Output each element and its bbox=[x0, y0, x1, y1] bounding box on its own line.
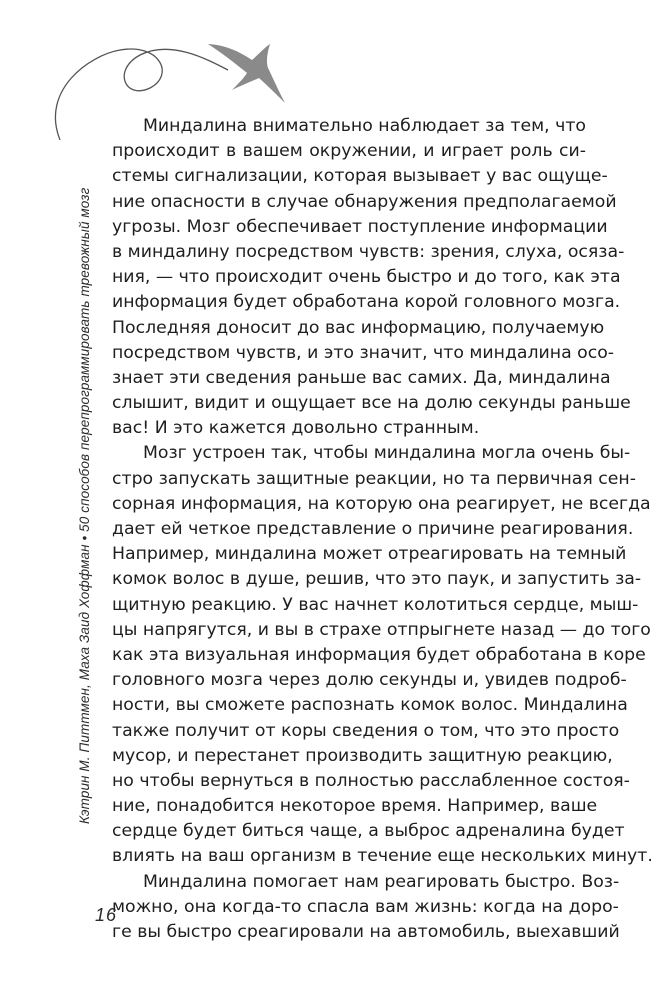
text-line: в миндалину посредством чувств: зрения, слуха, осяза- bbox=[112, 241, 625, 262]
text-line: ге вы быстро среагировали на автомобиль, выехавший bbox=[112, 922, 620, 942]
text-line: можно, она когда-то спасла вам жизнь: когда на доро- bbox=[112, 896, 619, 917]
text-line: мусор, и перестанет производить защитную реакцию, bbox=[112, 745, 613, 766]
text-line: посредством чувств, и это значит, что миндалина осо- bbox=[112, 342, 615, 363]
text-line: Мозг устроен так, чтобы миндалина могла очень бы- bbox=[143, 443, 631, 464]
paragraph bbox=[112, 441, 653, 869]
text-line: ности, вы сможете распознать комок волос. Миндалина bbox=[112, 695, 628, 716]
paragraph bbox=[112, 114, 631, 441]
text-line: информация будет обработана корой головного мозга. bbox=[112, 292, 621, 313]
text-line: как эта визуальная информация будет обработана в коре bbox=[112, 644, 646, 665]
text-line: влиять на ваш организм в течение еще нескольких минут. bbox=[112, 846, 653, 867]
text-line: ния, — что происходит очень быстро и до того, как эта bbox=[112, 267, 621, 288]
text-line: происходит в вашем окружении, и играет роль си- bbox=[112, 141, 586, 162]
text-line: вас! И это кажется довольно странным. bbox=[112, 418, 480, 439]
text-line: щитную реакцию. У вас начнет колотиться сердце, мыш- bbox=[112, 594, 639, 615]
text-line: знает эти сведения раньше вас самих. Да, миндалина bbox=[112, 367, 611, 388]
text-line: головного мозга через долю секунды и, увидев подроб- bbox=[112, 670, 627, 691]
text-line: дает ей четкое представление о причине реагирования. bbox=[112, 519, 634, 539]
text-line: слышит, видит и ощущает все на долю секунды раньше bbox=[112, 393, 631, 414]
page-number: 16 bbox=[95, 905, 118, 925]
text-line: цы напрягутся, и вы в страхе отпрыгнете назад — до того bbox=[112, 619, 651, 640]
text-line: сорная информация, на которую она реагирует, не всегда bbox=[112, 493, 651, 514]
text-line: угрозы. Мозг обеспечивает поступление информации bbox=[112, 216, 608, 237]
text-line: сердце будет биться чаще, а выброс адреналина будет bbox=[112, 821, 625, 842]
text-line: стемы сигнализации, которая вызывает у вас ощуще- bbox=[112, 166, 608, 187]
text-line: но чтобы вернуться в полностью расслабленное состоя- bbox=[112, 770, 630, 791]
text-line: Миндалина помогает нам реагировать быстро. Воз- bbox=[143, 871, 620, 892]
text-line: также получит от коры сведения о том, что это просто bbox=[112, 720, 620, 741]
text-line: ние, понадобится некоторое время. Например, ваше bbox=[112, 796, 598, 817]
side-running-head: Кэтрин М. Питтмен, Маха Заид Хоффман • 50 способов перепрограммировать тревожный мозг bbox=[77, 187, 92, 825]
text-line: Миндалина внимательно наблюдает за тем, что bbox=[143, 116, 586, 136]
bird-icon bbox=[208, 44, 285, 103]
text-line: Например, миндалина может отреагировать на темный bbox=[112, 544, 627, 565]
text-line: стро запускать защитные реакции, но та первичная сен- bbox=[112, 468, 636, 489]
text-line: Последняя доносит до вас информацию, получаемую bbox=[112, 317, 605, 338]
body-text bbox=[112, 114, 653, 945]
paragraph bbox=[112, 870, 620, 946]
text-line: комок волос в душе, решив, что это паук, и запустить за- bbox=[112, 569, 642, 590]
text-line: ние опасности в случае обнаружения предполагаемой bbox=[112, 191, 617, 212]
